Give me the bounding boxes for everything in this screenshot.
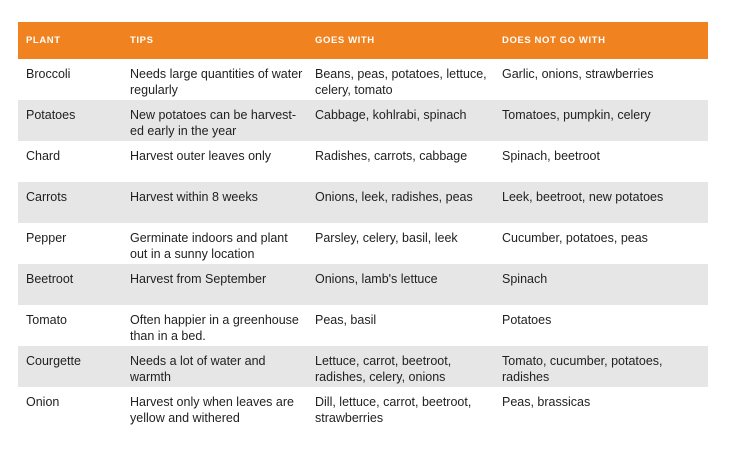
does-not-go-with-cell: Cucumber, potatoes, peas	[502, 231, 648, 245]
table-row	[18, 141, 708, 182]
does-not-go-with-cell: Potatoes	[502, 313, 552, 327]
tips-cell: Germinate indoors and plant out in a sunny location	[130, 231, 288, 261]
goes-with-cell: Lettuce, carrot, beetroot, radishes, celery, onions	[315, 354, 452, 384]
plant-cell: Courgette	[26, 354, 81, 368]
plant-cell: Broccoli	[26, 67, 71, 81]
plant-companion-table	[18, 22, 708, 428]
header-tips: TIPS	[130, 34, 154, 46]
goes-with-cell: Parsley, celery, basil, leek	[315, 231, 458, 245]
does-not-go-with-cell: Tomato, cucumber, potatoes, radishes	[502, 354, 663, 384]
tips-cell: Harvest within 8 weeks	[130, 190, 258, 204]
table-row	[18, 305, 708, 346]
table-row	[18, 59, 708, 100]
tips-cell: New potatoes can be harvest-ed early in the year	[130, 108, 297, 138]
goes-with-cell: Dill, lettuce, carrot, beetroot, strawberries	[315, 395, 472, 425]
plant-cell: Carrots	[26, 190, 67, 204]
tips-cell: Needs a lot of water and warmth	[130, 354, 266, 384]
does-not-go-with-cell: Garlic, onions, strawberries	[502, 67, 654, 81]
plant-cell: Pepper	[26, 231, 67, 245]
table-row	[18, 264, 708, 305]
plant-cell: Beetroot	[26, 272, 74, 286]
does-not-go-with-cell: Peas, brassicas	[502, 395, 591, 409]
does-not-go-with-cell: Spinach	[502, 272, 548, 286]
plant-cell: Onion	[26, 395, 60, 409]
tips-cell: Harvest only when leaves are yellow and withered	[130, 395, 294, 425]
tips-cell: Needs large quantities of water regularly	[130, 67, 303, 97]
table-header-row	[18, 22, 708, 59]
does-not-go-with-cell: Tomatoes, pumpkin, celery	[502, 108, 651, 122]
goes-with-cell: Radishes, carrots, cabbage	[315, 149, 468, 163]
goes-with-cell: Peas, basil	[315, 313, 377, 327]
header-does-not-go-with: DOES NOT GO WITH	[502, 34, 606, 46]
header-plant: PLANT	[26, 34, 61, 46]
plant-cell: Potatoes	[26, 108, 76, 122]
table-row	[18, 100, 708, 141]
table-row	[18, 387, 708, 428]
tips-cell: Often happier in a greenhouse than in a bed.	[130, 313, 299, 343]
goes-with-cell: Onions, lamb's lettuce	[315, 272, 438, 286]
goes-with-cell: Beans, peas, potatoes, lettuce, celery, tomato	[315, 67, 487, 97]
goes-with-cell: Cabbage, kohlrabi, spinach	[315, 108, 467, 122]
table-row	[18, 182, 708, 223]
tips-cell: Harvest from September	[130, 272, 267, 286]
goes-with-cell: Onions, leek, radishes, peas	[315, 190, 473, 204]
plant-cell: Tomato	[26, 313, 67, 327]
header-goes-with: GOES WITH	[315, 34, 375, 46]
tips-cell: Harvest outer leaves only	[130, 149, 272, 163]
does-not-go-with-cell: Leek, beetroot, new potatoes	[502, 190, 664, 204]
does-not-go-with-cell: Spinach, beetroot	[502, 149, 600, 163]
table-row	[18, 346, 708, 387]
table-row	[18, 223, 708, 264]
plant-cell: Chard	[26, 149, 61, 163]
